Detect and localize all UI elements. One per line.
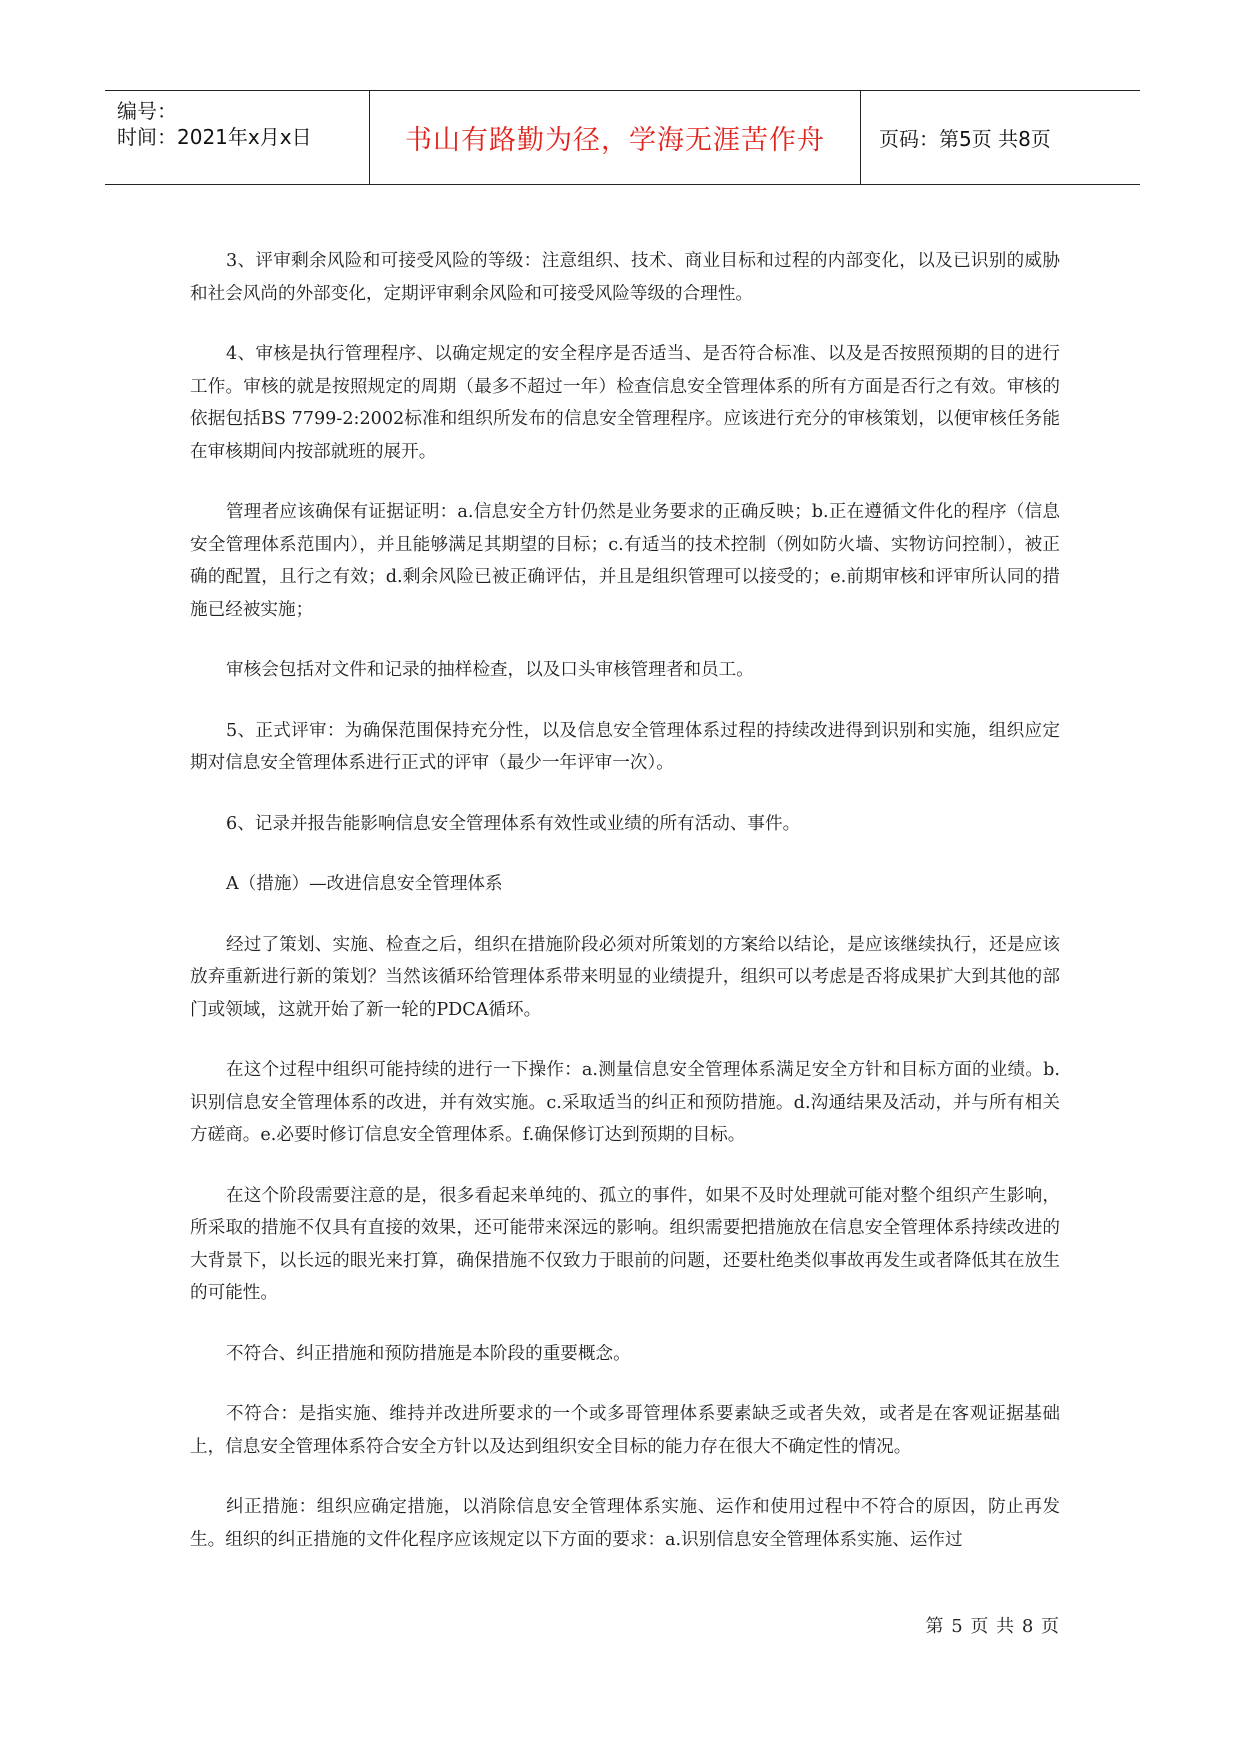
document-number-label: 编号： — [117, 99, 177, 123]
header-motto-cell — [370, 91, 861, 184]
document-body — [190, 245, 1060, 1584]
paragraph: 5、正式评审：为确保范围保持充分性，以及信息安全管理体系过程的持续改进得到识别和实施，组织应定期对信息安全管理体系进行正式的评审（最少一年评审一次）。 — [190, 720, 1060, 773]
paragraph: 不符合、纠正措施和预防措施是本阶段的重要概念。 — [226, 1343, 631, 1364]
header-motto: 书山有路勤为径，学海无涯苦作舟 — [405, 125, 825, 156]
paragraph: 3、评审剩余风险和可接受风险的等级：注意组织、技术、商业目标和过程的内部变化，以及已识别的威胁和社会风尚的外部变化，定期评审剩余风险和可接受风险等级的合理性。 — [190, 251, 1060, 304]
header-page-code: 页码：第5页 共8页 — [879, 127, 1051, 151]
paragraph: 纠正措施：组织应确定措施，以消除信息安全管理体系实施、运作和使用过程中不符合的原因，防止再发生。组织的纠正措施的文件化程序应该规定以下方面的要求：a.识别信息安全管理体系实施、运作过 — [190, 1497, 1060, 1550]
section-heading: A（措施）—改进信息安全管理体系 — [226, 874, 503, 894]
page-header — [105, 90, 1140, 185]
paragraph: 在这个阶段需要注意的是，很多看起来单纯的、孤立的事件，如果不及时处理就可能对整个组织产生影响，所采取的措施不仅具有直接的效果，还可能带来深远的影响。组织需要把措施放在信息安全管理体系持续改进的大背景下，以长远的眼光来打算，确保措施不仅致力于眼前的问题，还要杜绝类似事故再发生或者降低其在放生的可能性。 — [190, 1185, 1060, 1303]
document-time-label: 时间：2021年x月x日 — [117, 125, 312, 149]
paragraph: 不符合：是指实施、维持并改进所要求的一个或多哥管理体系要素缺乏或者失效，或者是在客观证据基础上，信息安全管理体系符合安全方针以及达到组织安全目标的能力存在很大不确定性的情况。 — [190, 1404, 1060, 1457]
page-footer: 第 5 页 共 8 页 — [925, 1616, 1060, 1637]
paragraph: 经过了策划、实施、检查之后，组织在措施阶段必须对所策划的方案给以结论，是应该继续执行，还是应该放弃重新进行新的策划？当然该循环给管理体系带来明显的业绩提升，组织可以考虑是否将成果扩大到其他的部门或领域，这就开始了新一轮的PDCA循环。 — [190, 934, 1060, 1020]
paragraph: 管理者应该确保有证据证明：a.信息安全方针仍然是业务要求的正确反映；b.正在遵循文件化的程序（信息安全管理体系范围内），并且能够满足其期望的目标；c.有适当的技术控制（例如防火墙、实物访问控制），被正确的配置，且行之有效；d.剩余风险已被正确评估，并且是组织管理可以接受的；e.前期审核和评审所认同的措施已经被实施； — [190, 502, 1060, 620]
paragraph: 4、审核是执行管理程序、以确定规定的安全程序是否适当、是否符合标准、以及是否按照预期的目的进行工作。审核的就是按照规定的周期（最多不超过一年）检查信息安全管理体系的所有方面是否行之有效。审核的依据包括BS 7799-2:2002标准和组织所发布的信息安全管理程序。应该进行充分的审核策划，以便审核任务能在审核期间内按部就班的展开。 — [190, 344, 1060, 462]
header-page-cell — [861, 91, 1140, 184]
paragraph: 6、记录并报告能影响信息安全管理体系有效性或业绩的所有活动、事件。 — [226, 813, 801, 834]
paragraph: 在这个过程中组织可能持续的进行一下操作：a.测量信息安全管理体系满足安全方针和目标方面的业绩。b.识别信息安全管理体系的改进，并有效实施。c.采取适当的纠正和预防措施。d.沟通结果及活动，并与所有相关方磋商。e.必要时修订信息安全管理体系。f.确保修订达到预期的目标。 — [190, 1060, 1060, 1145]
header-info-cell — [105, 91, 370, 184]
paragraph: 审核会包括对文件和记录的抽样检查，以及口头审核管理者和员工。 — [226, 660, 754, 680]
